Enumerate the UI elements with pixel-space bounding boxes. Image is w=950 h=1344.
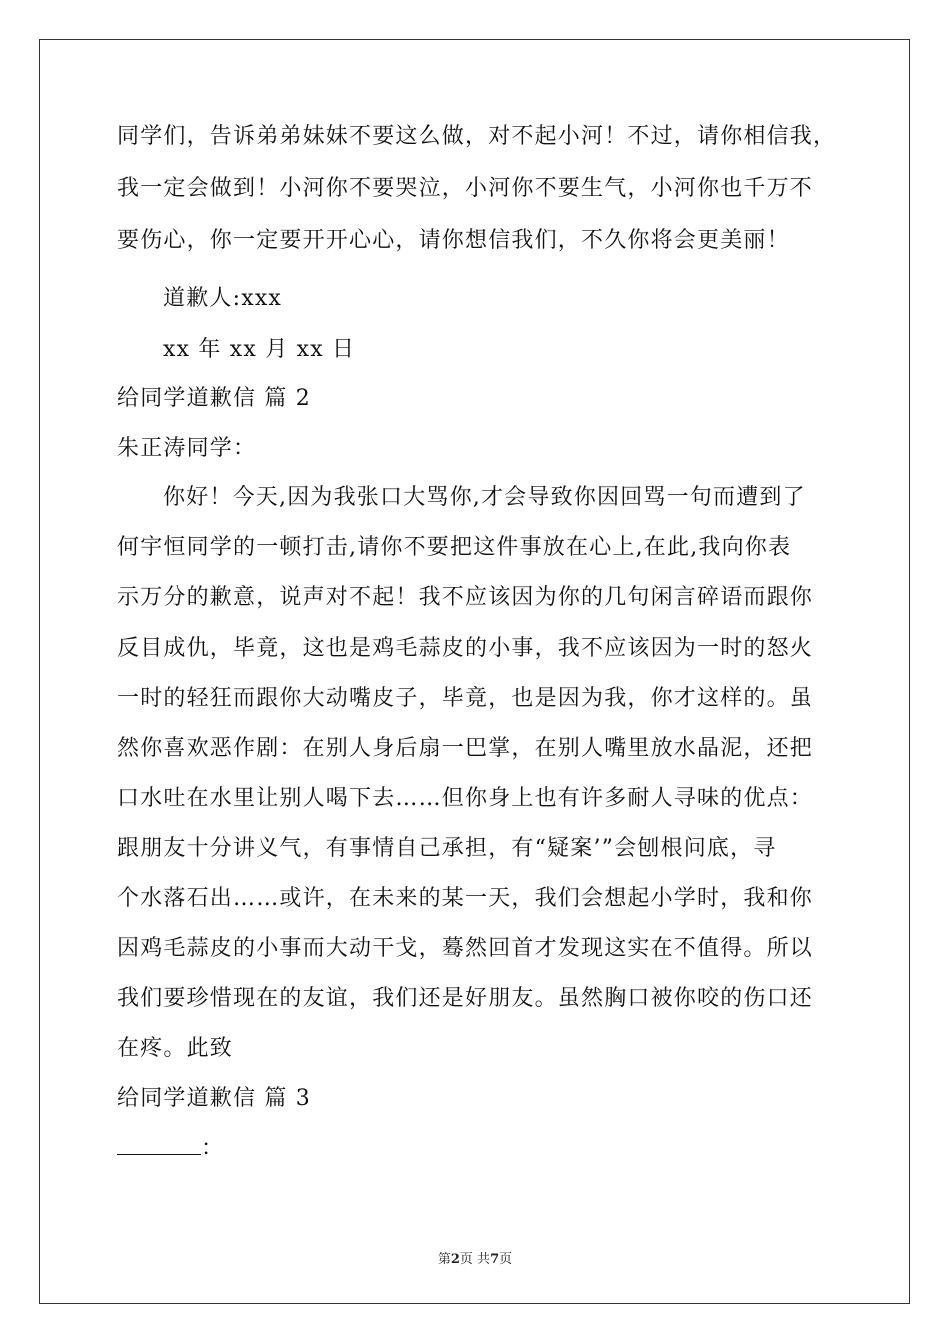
paragraph-line: 同学们，告诉弟弟妹妹不要这么做，对不起小河！不过，请你相信我，	[117, 124, 837, 149]
section-heading: 给同学道歉信 篇 3	[117, 1086, 311, 1111]
page-total: 7	[490, 1252, 500, 1267]
paragraph-line: 示万分的歉意，说声对不起！我不应该因为你的几句闲言碎语而跟你	[117, 585, 814, 610]
paragraph-line: 一时的轻狂而跟你大动嘴皮子，毕竟，也是因为我，你才这样的。虽	[117, 686, 814, 711]
paragraph-line: 要伤心，你一定要开开心心，请你想信我们，不久你将会更美丽！	[117, 228, 790, 253]
salutation-blank	[117, 1135, 224, 1163]
date: xx 年 xx 月 xx 日	[163, 337, 356, 362]
paragraph-line: 我一定会做到！小河你不要哭泣，小河你不要生气，小河你也千万不	[117, 176, 814, 201]
paragraph-line: 你好！今天,因为我张口大骂你,才会导致你因回骂一句而遭到了	[163, 485, 806, 510]
paragraph-line: 何宇恒同学的一顿打击,请你不要把这件事放在心上,在此,我向你表	[117, 535, 792, 560]
signature: 道歉人:xxx	[163, 286, 283, 311]
page-mid: 页 共	[459, 1252, 491, 1267]
paragraph-line: 个水落石出……或许，在未来的某一天，我们会想起小学时，我和你	[117, 886, 814, 911]
section-heading: 给同学道歉信 篇 2	[117, 386, 311, 411]
paragraph-line: 因鸡毛蒜皮的小事而大动干戈，蓦然回首才发现这实在不值得。所以	[117, 936, 814, 961]
paragraph-line: 跟朋友十分讲义气，有事情自己承担，有“疑案’”会刨根问底，寻	[117, 836, 777, 861]
paragraph-line: 我们要珍惜现在的友谊，我们还是好朋友。虽然胸口被你咬的伤口还	[117, 986, 814, 1011]
blank-underline	[117, 1138, 201, 1155]
page-footer	[0, 1248, 950, 1267]
paragraph-line: 在疼。此致	[117, 1036, 234, 1061]
salutation-colon: ：	[201, 1136, 225, 1161]
paragraph-line: 然你喜欢恶作剧：在别人身后扇一巴掌，在别人嘴里放水晶泥，还把	[117, 736, 814, 761]
page-suffix: 页	[499, 1252, 513, 1267]
paragraph-line: 反目成仇，毕竟，这也是鸡毛蒜皮的小事，我不应该因为一时的怒火	[117, 636, 814, 661]
paragraph-line: 口水吐在水里让别人喝下去……但你身上也有许多耐人寻味的优点：	[117, 786, 814, 811]
page-current: 2	[450, 1252, 460, 1267]
page-prefix: 第	[437, 1252, 451, 1267]
salutation: 朱正涛同学：	[117, 436, 257, 461]
